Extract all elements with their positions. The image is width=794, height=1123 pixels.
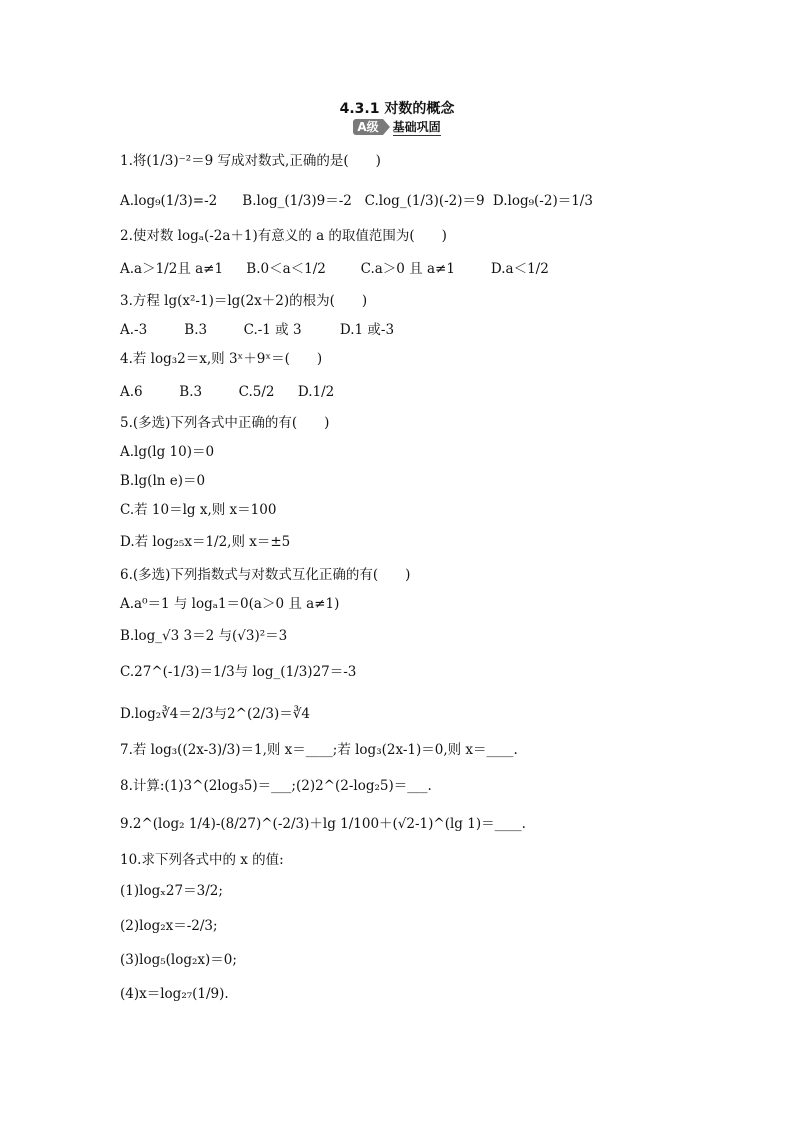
q2-option-a: A.a＞1/2且 a≠1 <box>120 261 224 277</box>
q4-option-c: C.5/2 <box>238 384 275 400</box>
q6-option-c: C.27^(-1/3)＝1/3与 log_(1/3)27＝-3 <box>120 664 357 680</box>
question-4-stem: 4.若 log₃2＝x,则 3ˣ＋9ˣ＝( ) <box>120 351 323 367</box>
level-badge-group <box>0 119 794 136</box>
q1-option-c: C.log_(1/3)(-2)＝9 <box>364 193 485 209</box>
level-badge: A级 <box>353 119 382 135</box>
q3-option-d: D.1 或-3 <box>339 322 395 338</box>
q2-option-b: B.0＜a＜1/2 <box>246 261 326 277</box>
question-1-options <box>120 191 593 211</box>
q2-option-d: D.a＜1/2 <box>490 261 549 277</box>
q4-option-a: A.6 <box>120 384 143 400</box>
question-4-options <box>120 382 334 402</box>
question-7-stem: 7.若 log₃((2x-3)/3)＝1,则 x＝____;若 log₃(2x-1)＝0,则 x＝____. <box>120 742 518 758</box>
q10-part-3: (3)log₅(log₂x)＝0; <box>120 952 237 968</box>
question-9-stem: 9.2^(log₂ 1/4)-(8/27)^(-2/3)＋lg 1/100＋(√2-1)^(lg 1)＝____. <box>120 816 526 832</box>
q4-option-d: D.1/2 <box>297 384 335 400</box>
question-6-stem: 6.(多选)下列指数式与对数式互化正确的有( ) <box>120 567 411 583</box>
q10-part-2: (2)log₂x＝-2/3; <box>120 918 218 934</box>
question-8-stem: 8.计算:(1)3^(2log₃5)＝___;(2)2^(2-log₂5)＝___. <box>120 778 432 794</box>
q1-option-b: B.log_(1/3)9＝-2 <box>242 193 352 209</box>
q10-part-1: (1)logₓ27＝3/2; <box>120 883 223 899</box>
level-title: 基础巩固 <box>392 120 441 134</box>
question-3-options <box>120 320 394 340</box>
q10-part-4: (4)x＝log₂₇(1/9). <box>120 986 229 1002</box>
q5-option-c: C.若 10＝lg x,则 x＝100 <box>120 502 277 518</box>
question-3-stem: 3.方程 lg(x²-1)＝lg(2x＋2)的根为( ) <box>120 293 368 309</box>
q3-option-b: B.3 <box>184 322 208 338</box>
question-2-options <box>120 259 549 279</box>
q5-option-b: B.lg(ln e)＝0 <box>120 473 206 489</box>
page-title: 4.3.1 对数的概念 <box>339 101 455 117</box>
q1-option-d: D.log₉(-2)＝1/3 <box>492 193 593 209</box>
q6-option-b: B.log_√3 3＝2 与(√3)²＝3 <box>120 628 288 644</box>
q2-option-c: C.a＞0 且 a≠1 <box>360 261 455 277</box>
q3-option-a: A.-3 <box>120 322 148 338</box>
q6-option-a: A.a⁰＝1 与 logₐ1＝0(a＞0 且 a≠1) <box>120 596 340 612</box>
q1-option-a: A.log₉(1/3)=-2 <box>120 193 218 209</box>
q5-option-a: A.lg(lg 10)＝0 <box>120 444 215 460</box>
question-2-stem: 2.使对数 logₐ(-2a＋1)有意义的 a 的取值范围为( ) <box>120 228 447 244</box>
q3-option-c: C.-1 或 3 <box>243 322 302 338</box>
question-5-stem: 5.(多选)下列各式中正确的有( ) <box>120 415 330 431</box>
q5-option-d: D.若 log₂₅x＝1/2,则 x＝±5 <box>120 534 291 550</box>
question-10-stem: 10.求下列各式中的 x 的值: <box>120 852 284 868</box>
question-1-stem: 1.将(1/3)⁻²＝9 写成对数式,正确的是( ) <box>120 153 381 169</box>
q6-option-d: D.log₂∛4＝2/3与2^(2/3)＝∛4 <box>120 706 310 722</box>
q4-option-b: B.3 <box>179 384 203 400</box>
